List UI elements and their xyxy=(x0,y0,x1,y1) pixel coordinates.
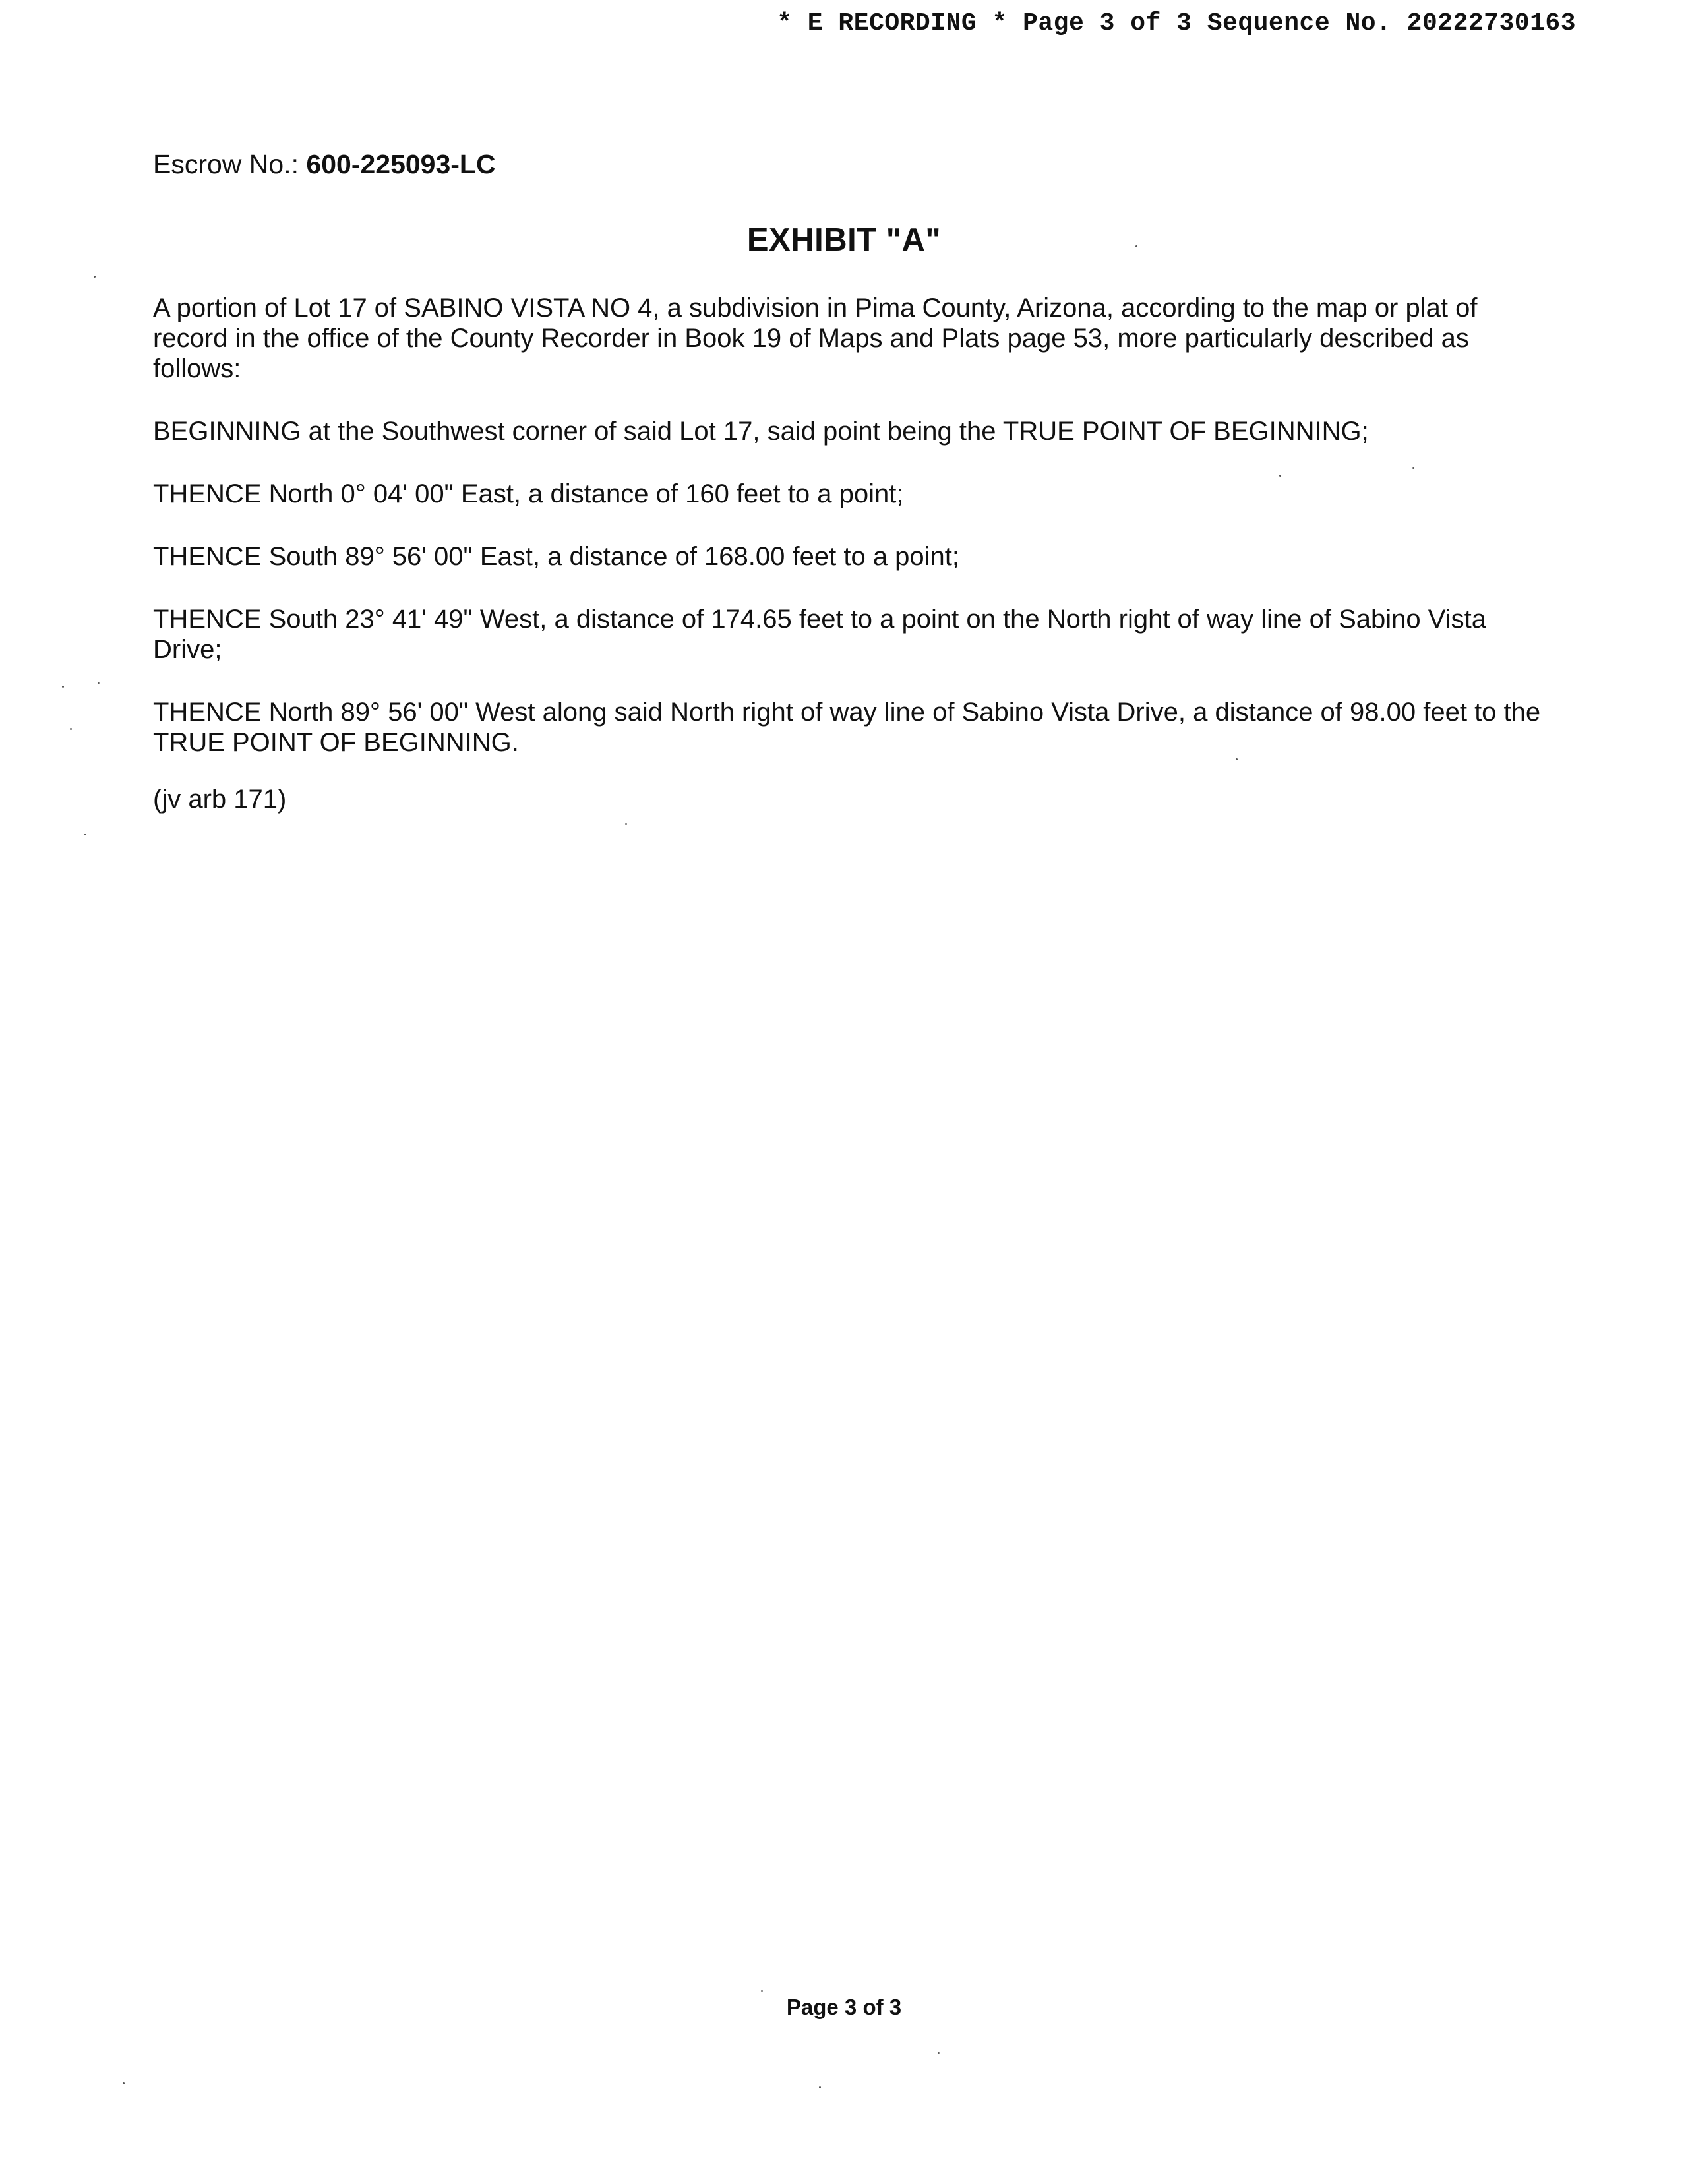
scan-speck xyxy=(94,276,96,278)
legal-reference-note: (jv arb 171) xyxy=(153,785,287,814)
scan-speck xyxy=(1412,467,1414,469)
scan-speck xyxy=(1236,758,1238,760)
scan-speck xyxy=(938,2052,940,2054)
page-number: Page 3 of 3 xyxy=(786,1995,902,2019)
scan-speck xyxy=(62,686,64,688)
scan-speck xyxy=(625,823,627,825)
legal-paragraph-course-1: THENCE North 0° 04' 00" East, a distance of 160 feet to a point; xyxy=(153,479,904,508)
exhibit-title: EXHIBIT "A" xyxy=(746,222,942,258)
legal-paragraph-beginning: BEGINNING at the Southwest corner of said Lot 17, said point being the TRUE POINT OF BEGINNING; xyxy=(153,417,1369,446)
scan-speck xyxy=(1135,245,1137,247)
legal-paragraph-course-4: THENCE North 89° 56' 00" West along said North right of way line of Sabino Vista Drive, a distance of 98.00 feet to the TRUE POINT OF BEGINNING. xyxy=(153,698,1541,757)
escrow-number: 600-225093-LC xyxy=(306,149,496,179)
legal-paragraph-course-2: THENCE South 89° 56' 00" East, a distance of 168.00 feet to a point; xyxy=(153,542,960,571)
scan-speck xyxy=(123,2082,125,2084)
scan-speck xyxy=(819,2086,821,2088)
scan-speck xyxy=(70,728,72,730)
escrow-label: Escrow No.: xyxy=(153,149,299,179)
legal-paragraph-intro: A portion of Lot 17 of SABINO VISTA NO 4, a subdivision in Pima County, Arizona, according to the map or plat of record in the office of the County Recorder in Book 19 of Maps and Plats page 53, more particularly described as follows: xyxy=(153,293,1478,383)
scan-speck xyxy=(98,682,100,684)
scan-speck xyxy=(1279,475,1281,477)
legal-paragraph-course-3: THENCE South 23° 41' 49" West, a distance of 174.65 feet to a point on the North right of way line of Sabino Vista Drive; xyxy=(153,605,1486,664)
legal-description xyxy=(153,293,1557,847)
escrow-line xyxy=(153,149,496,180)
recording-stamp: * E RECORDING * Page 3 of 3 Sequence No. 20222730163 xyxy=(777,9,1576,38)
scan-speck xyxy=(84,834,86,835)
scan-speck xyxy=(761,1990,763,1992)
